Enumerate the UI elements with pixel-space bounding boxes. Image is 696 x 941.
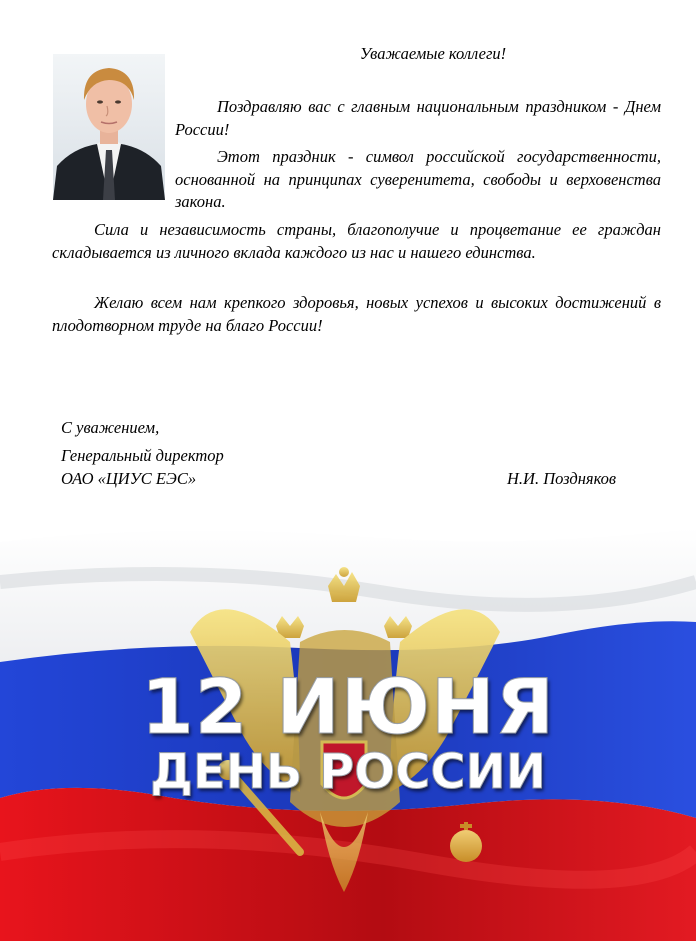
signer-title: Генеральный директор — [61, 446, 224, 465]
paragraph-strength: Сила и независимость страны, благополучие и процветание ее граждан складывается из личного вклада каждого из нас и нашего единства. — [52, 220, 661, 262]
organization-name: ОАО «ЦИУС ЕЭС» — [61, 469, 197, 488]
director-portrait — [53, 54, 165, 200]
greeting: Уважаемые коллеги! — [359, 44, 507, 63]
paragraph-congratulation: Поздравляю вас с главным национальным праздником - Днем России! — [175, 97, 661, 139]
banner-holiday-name: ДЕНЬ РОССИИ — [150, 744, 546, 800]
russia-day-banner — [0, 522, 696, 941]
banner-date: 12 ИЮНЯ — [140, 662, 556, 751]
signer-name: Н.И. Поздняков — [507, 469, 617, 488]
paragraph-wishes: Желаю всем нам крепкого здоровья, новых успехов и высоких достижений в плодотворном труде на благо России! — [52, 293, 661, 335]
paragraph-holiday-symbol: Этот праздник - символ российской государственности, основанной на принципах суверенитета, свободы и верховенства закона. — [175, 147, 661, 211]
closing-line: С уважением, — [61, 418, 160, 437]
